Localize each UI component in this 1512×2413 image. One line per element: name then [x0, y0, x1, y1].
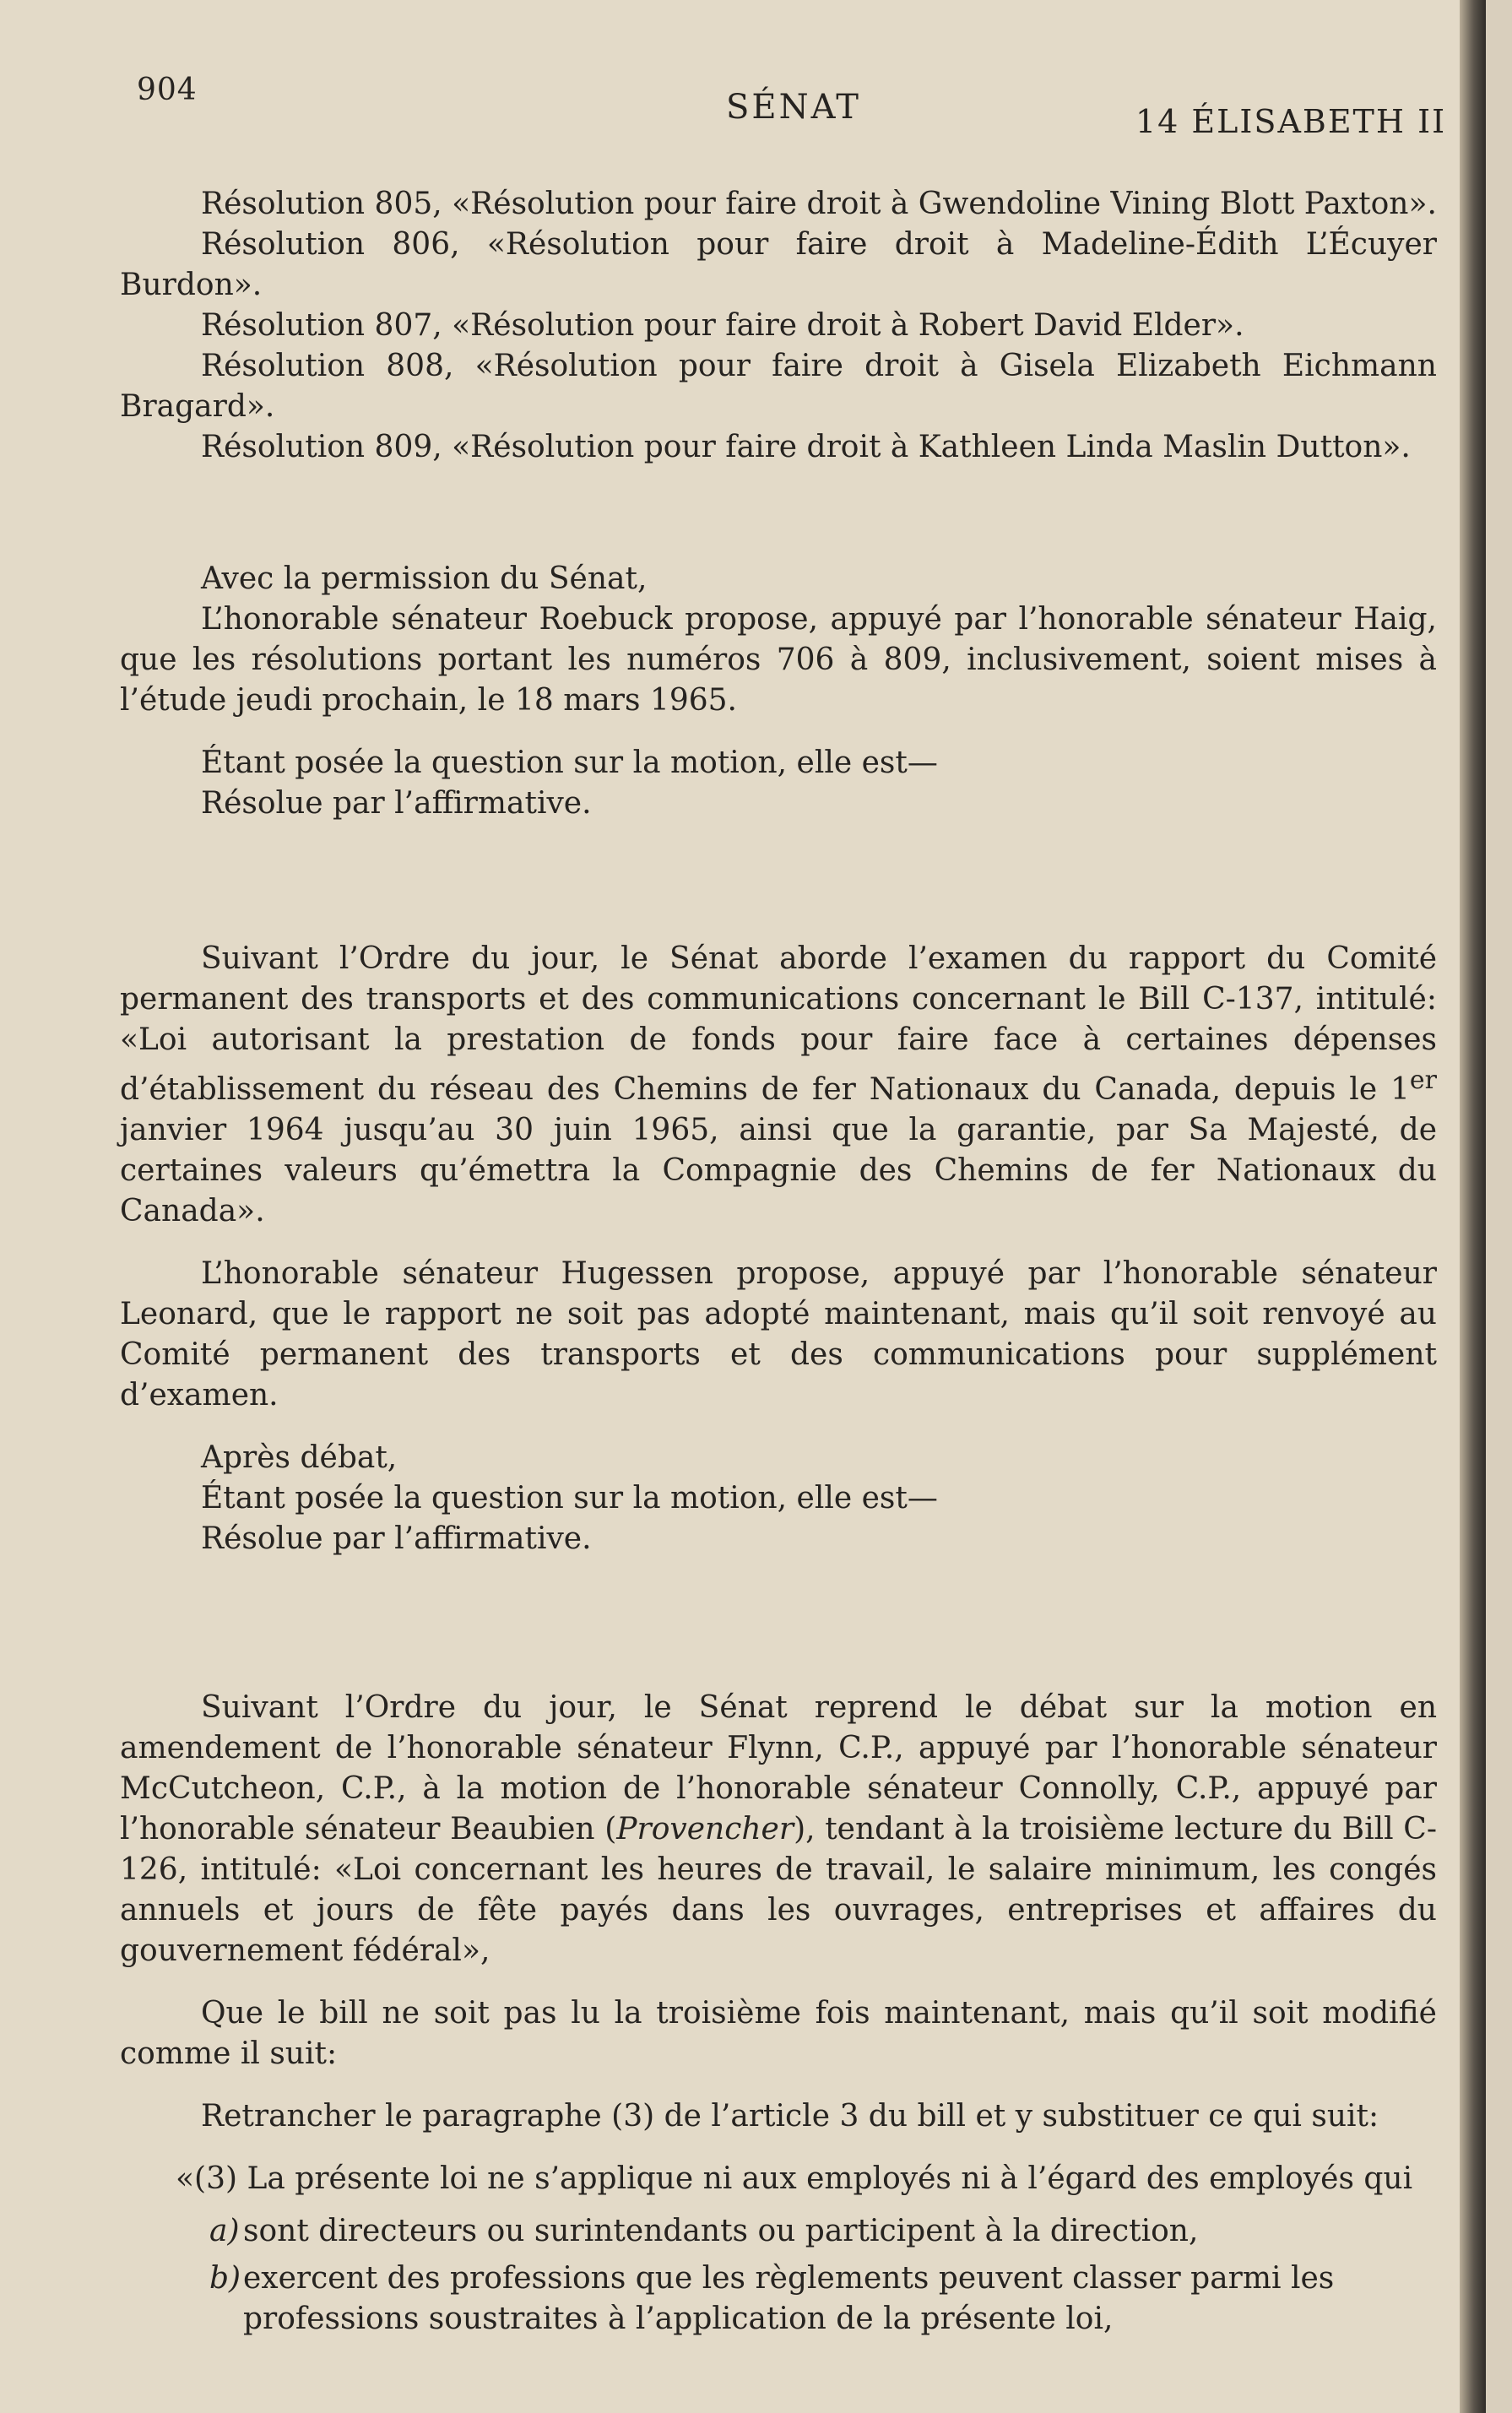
- header-title: SÉNAT: [726, 88, 861, 127]
- resolution-809: Résolution 809, «Résolution pour faire droit à Kathleen Linda Maslin Dutton».: [201, 430, 1411, 464]
- list-item: b)exercent des professions que les règlements peuvent classer parmi les professions soustraites à l’application de la présente loi,: [209, 2261, 1335, 2336]
- permission-text: Avec la permission du Sénat,: [201, 561, 648, 596]
- result-text: Résolue par l’affirmative.: [201, 1521, 592, 1556]
- bill-c126-intro: Suivant l’Ordre du jour, le Sénat reprend le débat sur la motion en amendement de l’honorable sénateur Flynn, C.P., appuyé par l’honorable sénateur McCutcheon, C.P., à la motion de l’honorable sénateur Connolly, C.P., appuyé par l’honorable sénateur Beaubien (Provencher), tendant à la troisième lecture du Bill C-126, intitulé: «Loi concernant les heures de travail, le salaire minimum, les congés annuels et jours de fête payés dans les ouvrages, entreprises et affaires du gouvernement fédéral»,: [120, 1690, 1437, 1968]
- result-text: Résolue par l’affirmative.: [201, 786, 592, 821]
- page-number: 904: [137, 73, 198, 107]
- question-text: Étant posée la question sur la motion, elle est—: [201, 746, 938, 780]
- roebuck-motion: L’honorable sénateur Roebuck propose, appuyé par l’honorable sénateur Haig, que les résolutions portant les numéros 706 à 809, inclusivement, soient mises à l’étude jeudi prochain, le 18 mars 1965.: [120, 602, 1437, 718]
- book-gutter: [1460, 0, 1486, 2413]
- header-reign: 14 ÉLISABETH II: [1135, 103, 1447, 140]
- resolution-807: Résolution 807, «Résolution pour faire droit à Robert David Elder».: [201, 308, 1244, 343]
- resolution-808: Résolution 808, «Résolution pour faire droit à Gisela Elizabeth Eichmann Bragard».: [120, 349, 1437, 424]
- bill-c137-intro: Suivant l’Ordre du jour, le Sénat aborde l’examen du rapport du Comité permanent des transports et des communications concernant le Bill C-137, intitulé: «Loi autorisant la prestation de fonds pour faire face à certaines dépenses d’établissement du réseau des Chemins de fer Nationaux du Canada, depuis le 1er janvier 1964 jusqu’au 30 juin 1965, ainsi que la garantie, par Sa Majesté, de certaines valeurs qu’émettra la Compagnie des Chemins de fer Nationaux du Canada».: [120, 941, 1437, 1228]
- superscript: er: [1409, 1066, 1437, 1095]
- resolution-806: Résolution 806, «Résolution pour faire droit à Madeline-Édith L’Écuyer Burdon».: [120, 227, 1437, 302]
- resolution-805: Résolution 805, «Résolution pour faire droit à Gwendoline Vining Blott Paxton».: [201, 187, 1437, 221]
- amendment-text: Que le bill ne soit pas lu la troisième fois maintenant, mais qu’il soit modifié comme il suit:: [120, 1996, 1437, 2071]
- list-item: a) sont directeurs ou surintendants ou participent à la direction,: [209, 2214, 1199, 2248]
- hugessen-motion: L’honorable sénateur Hugessen propose, appuyé par l’honorable sénateur Leonard, que le rapport ne soit pas adopté maintenant, mais qu’il soit renvoyé au Comité permanent des transports et des communications pour supplément d’examen.: [120, 1256, 1437, 1413]
- page-body: [120, 184, 1437, 2346]
- quoted-clause: «(3) La présente loi ne s’applique ni aux employés ni à l’égard des employés qui: [176, 2161, 1413, 2196]
- debate-text: Après débat,: [201, 1440, 398, 1475]
- instruction-text: Retrancher le paragraphe (3) de l’article 3 du bill et y substituer ce qui suit:: [201, 2099, 1379, 2134]
- italic-text: Provencher: [616, 1812, 794, 1846]
- question-text: Étant posée la question sur la motion, elle est—: [201, 1481, 938, 1516]
- page-header: [0, 0, 1486, 169]
